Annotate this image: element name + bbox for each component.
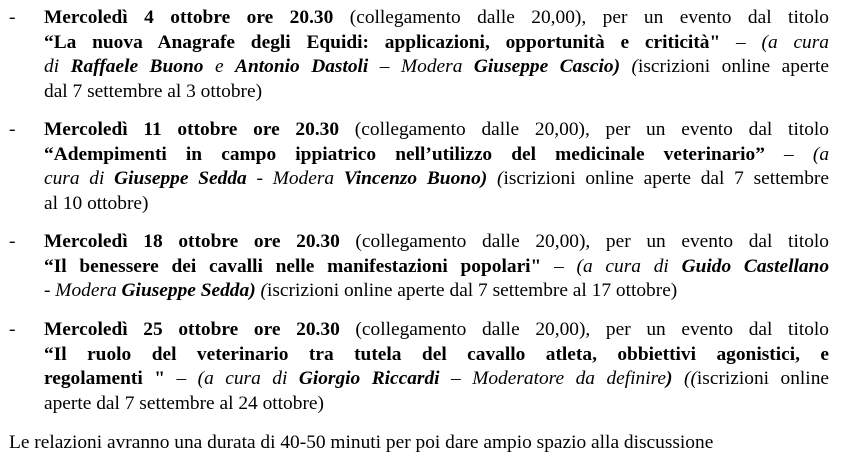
registration-open: ( — [487, 168, 504, 190]
speaker-connector: e — [203, 56, 236, 78]
speaker-name: Giuseppe Sedda — [114, 168, 247, 190]
moderator-name: Vincenzo Buono) — [343, 168, 488, 190]
registration-info: iscrizioni online — [696, 368, 830, 390]
event-text — [44, 318, 829, 416]
curator-prefix: (a cura di — [197, 368, 299, 390]
event-title: “La nuova Anagrafe degli Equidi: applicazioni, opportunità e criticità" — [44, 31, 721, 53]
bullet-dash: - — [9, 319, 16, 340]
registration-info-cont: aperte dal 7 settembre al 24 ottobre) — [44, 392, 324, 414]
event-title: “Il ruolo del veterinario tra tutela del cavallo atleta, obbiettivi agonistici, e — [44, 343, 829, 365]
event-date: Mercoledì 18 ottobre ore 20.30 — [44, 231, 340, 252]
event-connection: (collegamento dalle 20,00), per un evento dal titolo — [339, 119, 829, 140]
curator-prefix: (a cura di — [576, 255, 682, 277]
moderator-label: - Modera — [44, 280, 122, 302]
event-text — [44, 118, 829, 216]
speaker-name: Guido Castellano — [681, 255, 830, 277]
event-title: “Il benessere dei cavalli nelle manifestazioni popolari" — [44, 255, 542, 277]
bullet-dash: - — [9, 231, 16, 252]
registration-info-cont: dal 7 settembre al 3 ottobre) — [44, 80, 263, 102]
moderator-name: Giuseppe Cascio) — [473, 56, 621, 78]
moderator-label: - Modera — [246, 168, 344, 190]
event-date: Mercoledì 4 ottobre ore 20.30 — [44, 7, 334, 28]
speaker-name: Giorgio Riccardi — [298, 368, 440, 390]
curator-prefix: (a cura — [761, 31, 829, 53]
curator-prefix-cont: di — [44, 56, 71, 78]
event-title-cont: regolamenti " — [44, 368, 165, 390]
event-date: Mercoledì 11 ottobre ore 20.30 — [44, 119, 340, 140]
event-date: Mercoledì 25 ottobre ore 20.30 — [44, 319, 340, 340]
registration-info: iscrizioni online aperte — [637, 56, 829, 78]
moderator-label: – Moderatore da definire — [439, 368, 667, 390]
registration-info: iscrizioni online aperte dal 7 settembre — [503, 168, 829, 190]
bullet-dash: - — [9, 119, 16, 140]
curator-prefix: (a — [812, 143, 830, 165]
registration-info: iscrizioni online aperte dal 7 settembre al 17 ottobre) — [266, 280, 678, 302]
event-text — [44, 230, 829, 304]
event-dash: – — [720, 31, 762, 53]
moderator-name: Giuseppe Sedda) — [121, 280, 256, 302]
speaker-name: Raffaele Buono — [70, 56, 204, 78]
curator-prefix-cont: cura di — [44, 168, 115, 190]
event-dash: – — [164, 368, 198, 390]
moderator-close: ) — [666, 368, 673, 390]
event-connection: (collegamento dalle 20,00), per un evento dal titolo — [339, 319, 829, 340]
bullet-dash: - — [9, 7, 16, 28]
event-connection: (collegamento dalle 20,00), per un evento dal titolo — [339, 231, 829, 252]
registration-open: ( — [255, 280, 267, 302]
speaker-name: Antonio Dastoli — [235, 56, 369, 78]
event-connection: (collegamento dalle 20,00), per un evento dal titolo — [333, 7, 829, 28]
event-title: “Adempimenti in campo ippiatrico nell’utilizzo del medicinale veterinario” — [44, 143, 765, 165]
event-dash: – — [541, 255, 577, 277]
event-dash: – — [764, 143, 813, 165]
footer-note: Le relazioni avranno una durata di 40-50 minuti per poi dare ampio spazio alla discussione — [9, 432, 714, 453]
registration-info-cont: al 10 ottobre) — [44, 192, 149, 214]
moderator-label: – Modera — [368, 56, 474, 78]
registration-open: (( — [672, 368, 697, 390]
registration-open: ( — [620, 56, 638, 78]
event-text — [44, 6, 829, 104]
